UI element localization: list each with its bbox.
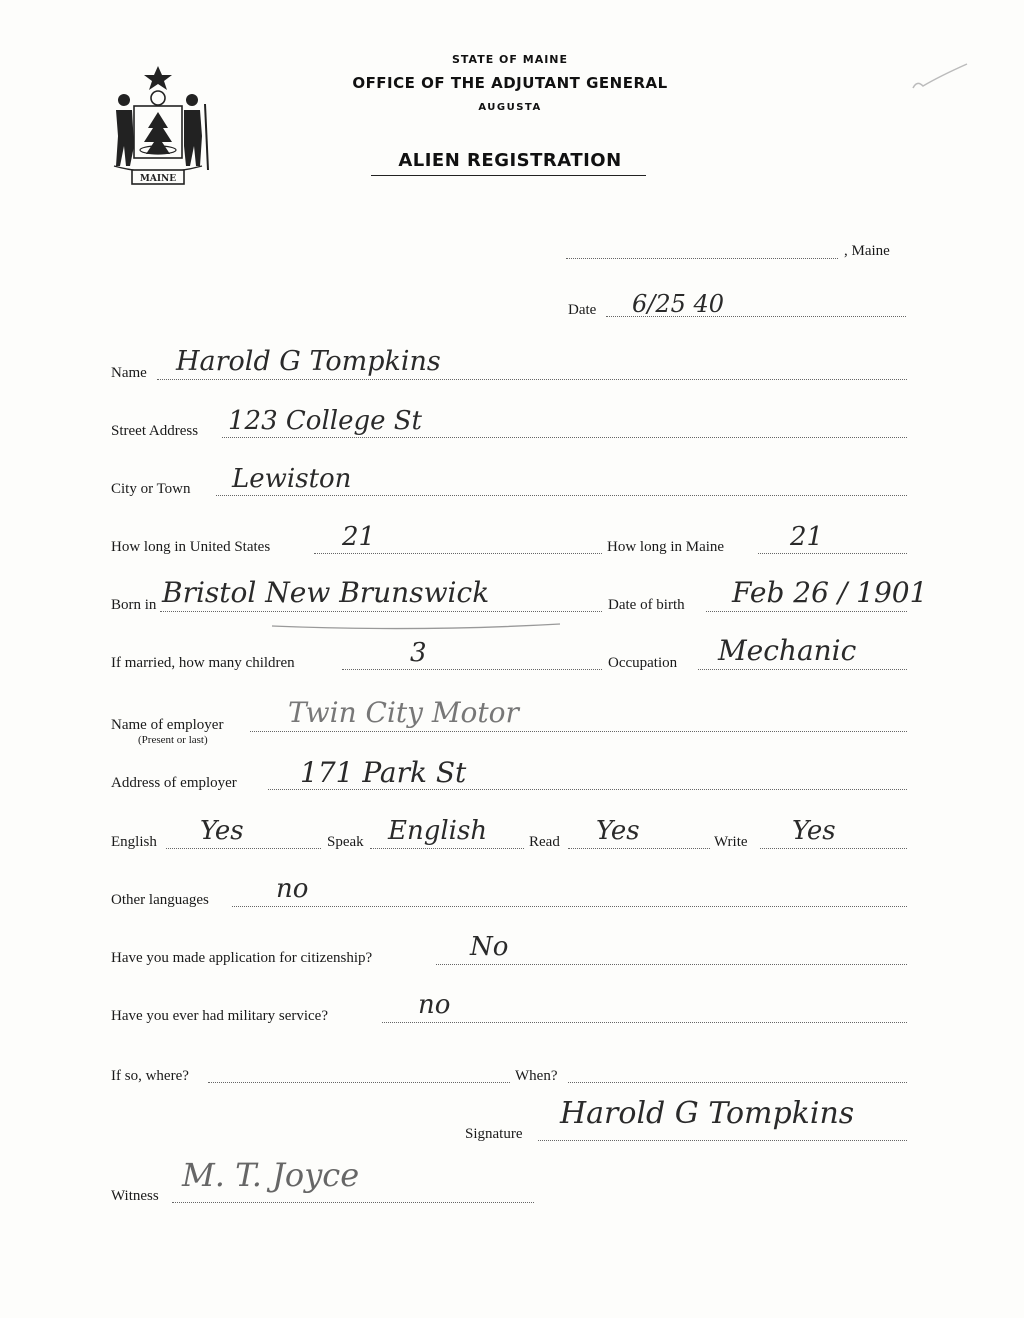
born-flourish xyxy=(268,618,568,634)
check-mark-icon xyxy=(905,58,975,98)
born-label: Born in xyxy=(111,597,157,613)
place-suffix: , Maine xyxy=(844,243,890,259)
military-label: Have you ever had military service? xyxy=(111,1008,328,1024)
citizenship-label: Have you made application for citizenship? xyxy=(111,950,373,966)
born-value: Bristol New Brunswick xyxy=(162,576,490,609)
city-value: Lewiston xyxy=(232,464,352,494)
signature-value: Harold G Tompkins xyxy=(560,1096,855,1131)
witness-line xyxy=(172,1202,534,1203)
occupation-value: Mechanic xyxy=(718,634,857,667)
where-line xyxy=(208,1082,510,1083)
where-label: If so, where? xyxy=(111,1068,189,1084)
military-value: no xyxy=(418,990,451,1020)
seal-text: MAINE xyxy=(139,174,177,184)
write-line xyxy=(760,848,907,849)
citizenship-line xyxy=(436,964,907,965)
read-value: Yes xyxy=(596,816,640,846)
military-line xyxy=(382,1022,907,1023)
occupation-line xyxy=(698,669,907,670)
employer-line xyxy=(250,731,907,732)
signature-line xyxy=(538,1140,907,1141)
name-label: Name xyxy=(111,365,147,381)
other-languages-label: Other languages xyxy=(111,892,209,908)
employer-value: Twin City Motor xyxy=(288,696,519,729)
title-underline xyxy=(371,175,646,176)
employer-label: Name of employer xyxy=(111,717,224,733)
maine-years-label: How long in Maine xyxy=(607,539,725,555)
when-line xyxy=(568,1082,907,1083)
witness-label: Witness xyxy=(111,1188,159,1204)
birth-date-label: Date of birth xyxy=(608,597,685,613)
signature-label: Signature xyxy=(465,1126,523,1142)
maine-years-line xyxy=(758,553,907,554)
write-label: Write xyxy=(714,834,748,850)
english-line xyxy=(166,848,321,849)
employer-address-value: 171 Park St xyxy=(300,756,467,789)
other-languages-line xyxy=(232,906,907,907)
us-years-label: How long in United States xyxy=(111,539,271,555)
born-line xyxy=(160,611,602,612)
date-label: Date xyxy=(568,302,597,318)
date-value: 6/25 40 xyxy=(632,290,725,318)
employer-sublabel: (Present or last) xyxy=(138,734,208,746)
citizenship-value: No xyxy=(470,932,509,962)
street-label: Street Address xyxy=(111,423,199,439)
write-value: Yes xyxy=(792,816,836,846)
form-title: ALIEN REGISTRATION xyxy=(398,150,622,171)
other-languages-value: no xyxy=(276,874,309,904)
employer-address-line xyxy=(268,789,907,790)
us-years-value: 21 xyxy=(342,522,376,552)
speak-label: Speak xyxy=(327,834,364,850)
street-value: 123 College St xyxy=(228,406,423,436)
children-label: If married, how many children xyxy=(111,655,295,671)
street-line xyxy=(222,437,907,438)
read-label: Read xyxy=(529,834,560,850)
read-line xyxy=(568,848,710,849)
name-value: Harold G Tompkins xyxy=(176,346,441,377)
name-line xyxy=(157,379,907,380)
employer-address-label: Address of employer xyxy=(111,775,237,791)
city-label: City or Town xyxy=(111,481,191,497)
state-heading: STATE OF MAINE xyxy=(451,53,569,66)
birth-date-line xyxy=(706,611,907,612)
maine-years-value: 21 xyxy=(790,522,824,552)
maine-seal-icon xyxy=(108,66,218,190)
us-years-line xyxy=(314,553,602,554)
office-heading: OFFICE OF THE ADJUTANT GENERAL xyxy=(352,74,668,92)
witness-value: M. T. Joyce xyxy=(182,1156,360,1194)
children-line xyxy=(342,669,602,670)
english-label: English xyxy=(111,834,157,850)
city-line xyxy=(216,495,907,496)
children-value: 3 xyxy=(410,638,427,668)
city-heading: AUGUSTA xyxy=(478,102,542,113)
speak-value: English xyxy=(388,816,488,846)
birth-date-value: Feb 26 / 1901 xyxy=(732,576,928,609)
occupation-label: Occupation xyxy=(608,655,678,671)
speak-line xyxy=(370,848,524,849)
place-line xyxy=(566,258,838,259)
when-label: When? xyxy=(515,1068,558,1084)
english-value: Yes xyxy=(200,816,244,846)
